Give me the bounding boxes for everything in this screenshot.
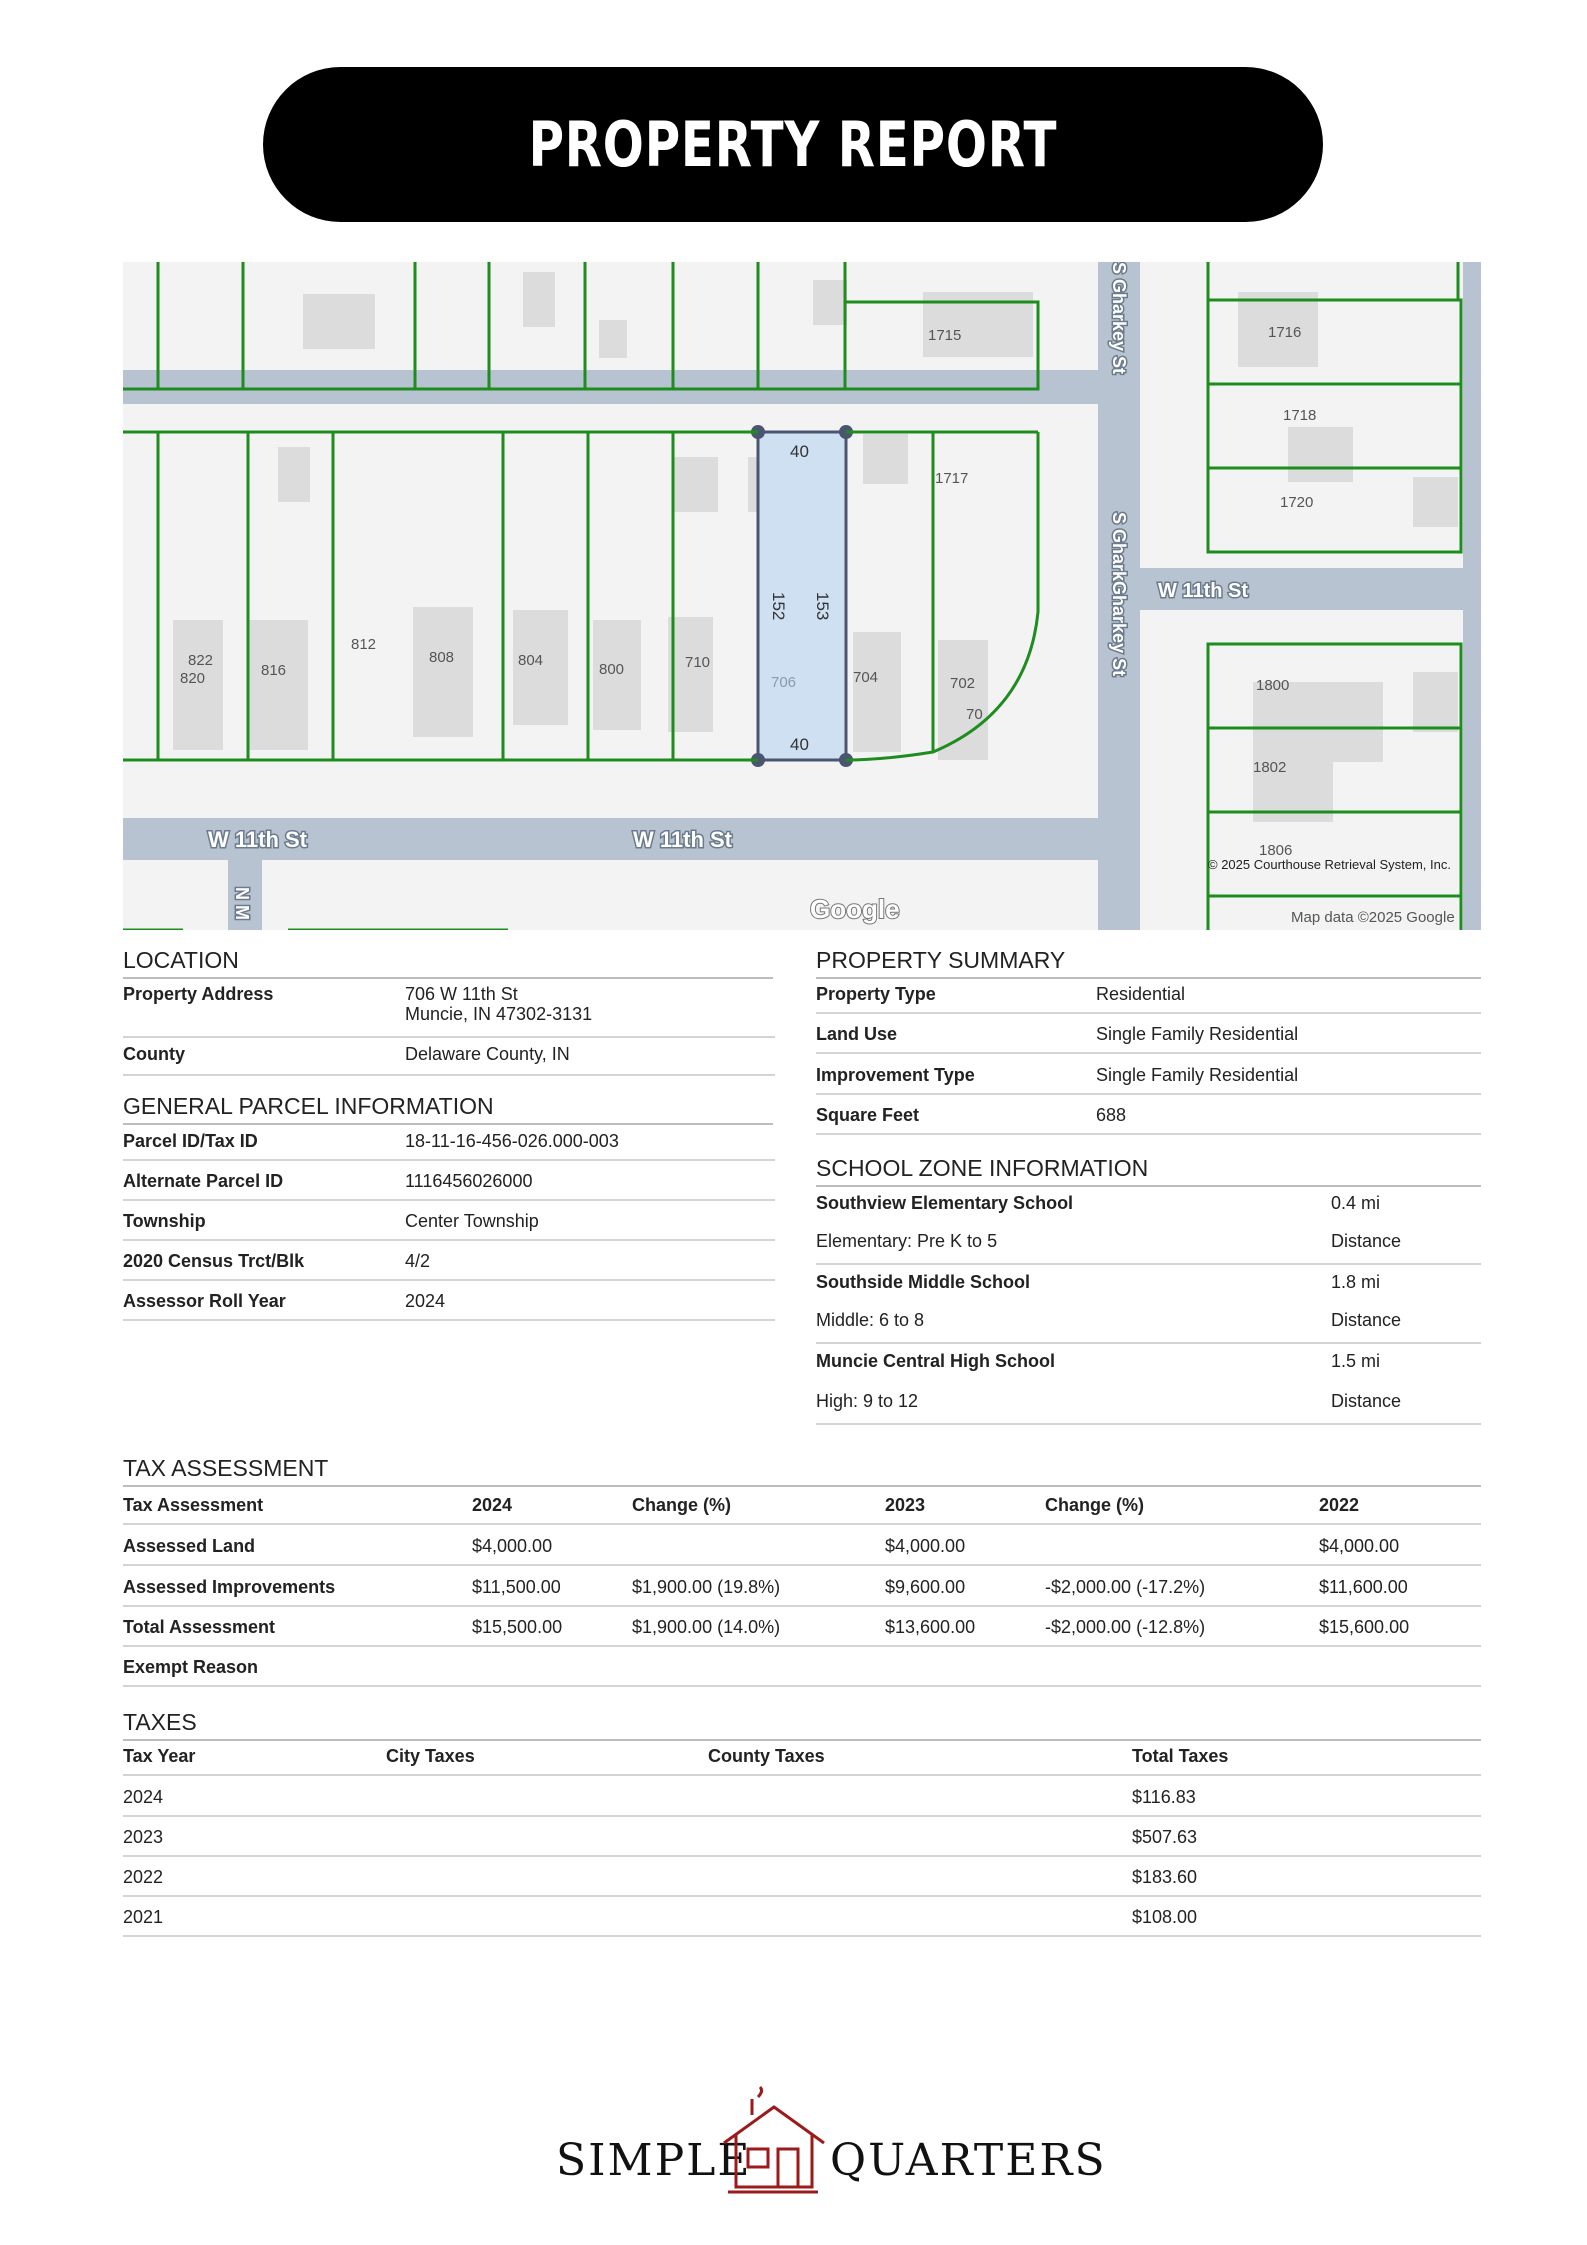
table-cell: -$2,000.00 (-17.2%) [1045, 1577, 1206, 1597]
summary-row [816, 1105, 1481, 1135]
table-cell: $1,900.00 (14.0%) [632, 1617, 781, 1637]
dimension-bottom: 40 [790, 735, 809, 754]
table-header: 2024 [472, 1495, 513, 1515]
parcel-id-value: 18-11-16-456-026.000-003 [405, 1131, 619, 1151]
school-distance-label: Distance [1331, 1310, 1402, 1330]
google-logo: Google [810, 894, 900, 924]
table-row [123, 1536, 1481, 1566]
summary-row [816, 1065, 1481, 1095]
township-value: Center Township [405, 1211, 539, 1231]
table-row [123, 1617, 1481, 1647]
table-cell: $116.83 [1132, 1787, 1196, 1807]
table-row [123, 1907, 1481, 1937]
school-distance-label: Distance [1331, 1231, 1402, 1251]
property-type-value: Residential [1096, 984, 1186, 1004]
table-cell: Assessed Improvements [123, 1577, 336, 1597]
table-cell: $11,500.00 [472, 1577, 561, 1597]
parcel-number: 822 [188, 652, 214, 669]
table-cell: 2021 [123, 1907, 164, 1927]
summary-row [816, 1024, 1481, 1054]
summary-title: PROPERTY SUMMARY [816, 947, 1481, 979]
street-label: N M [232, 887, 252, 920]
parcel-number: 800 [599, 661, 625, 678]
dimension-right: 153 [813, 592, 832, 621]
dimension-top: 40 [790, 442, 809, 461]
taxes-header-row [123, 1746, 1481, 1776]
report-title: PROPERTY REPORT [528, 108, 1058, 181]
table-row [123, 1657, 1481, 1687]
property-address-label: Property Address [123, 984, 274, 1004]
street-label: W 11th St [208, 827, 308, 852]
property-address-line1: 706 W 11th St [405, 984, 518, 1004]
school-name: Muncie Central High School [816, 1351, 1056, 1371]
parcel-number: 816 [261, 662, 287, 679]
tax-assessment-header-row [123, 1495, 1481, 1525]
school-distance: 1.5 mi [1331, 1351, 1381, 1371]
school-distance: 0.4 mi [1331, 1193, 1381, 1213]
table-header: 2023 [885, 1495, 926, 1515]
parcel-number: 1718 [1283, 407, 1317, 424]
table-cell: $1,900.00 (19.8%) [632, 1577, 781, 1597]
street-label: S GharkGharkey St [1109, 512, 1129, 677]
school-distance: 1.8 mi [1331, 1272, 1381, 1292]
county-value: Delaware County, IN [405, 1044, 570, 1064]
table-row [123, 1577, 1481, 1607]
table-cell: $15,500.00 [472, 1617, 563, 1637]
parcel-title: GENERAL PARCEL INFORMATION [123, 1093, 773, 1125]
table-cell: 2023 [123, 1827, 164, 1847]
table-cell: $4,000.00 [472, 1536, 553, 1556]
table-cell: $13,600.00 [885, 1617, 976, 1637]
tax-assessment-title: TAX ASSESSMENT [123, 1455, 1481, 1487]
logo-text-simple: SIMPLE [556, 2135, 752, 2186]
parcel-number: 812 [351, 636, 377, 653]
table-cell: $507.63 [1132, 1827, 1198, 1847]
parcel-row [123, 1131, 775, 1161]
location-title: LOCATION [123, 947, 773, 979]
parcel-row [123, 1291, 775, 1321]
parcel-row [123, 1211, 775, 1241]
parcel-number: 1806 [1259, 842, 1293, 859]
parcel-number: 710 [685, 654, 711, 671]
parcel-number: 808 [429, 649, 455, 666]
county-label: County [123, 1044, 185, 1064]
alternate-parcel-label: Alternate Parcel ID [123, 1171, 284, 1191]
table-header: Change (%) [632, 1495, 731, 1515]
location-row-county [123, 1044, 775, 1076]
school-item [816, 1351, 1481, 1425]
table-row [123, 1787, 1481, 1817]
improvement-type-label: Improvement Type [816, 1065, 975, 1085]
table-header: County Taxes [708, 1746, 825, 1766]
table-cell: 2022 [123, 1867, 164, 1887]
road-east-vert [1463, 262, 1481, 930]
table-header: Tax Year [123, 1746, 196, 1766]
table-header: Tax Assessment [123, 1495, 264, 1515]
property-type-label: Property Type [816, 984, 936, 1004]
table-cell: $108.00 [1132, 1907, 1198, 1927]
table-cell: $183.60 [1132, 1867, 1198, 1887]
parcel-row [123, 1171, 775, 1201]
parcel-number: 1720 [1280, 494, 1314, 511]
roll-year-value: 2024 [405, 1291, 446, 1311]
map-copyright: © 2025 Courthouse Retrieval System, Inc. [1208, 857, 1451, 872]
table-row [123, 1867, 1481, 1897]
summary-row [816, 984, 1481, 1014]
parcel-number: 1716 [1268, 324, 1302, 341]
parcel-number: 1715 [928, 327, 962, 344]
table-cell: -$2,000.00 (-12.8%) [1045, 1617, 1206, 1637]
parcel-number: 1800 [1256, 677, 1290, 694]
report-title-bar [263, 67, 1323, 222]
parcel-number: 1802 [1253, 759, 1287, 776]
house-icon [718, 2085, 830, 2200]
table-row [123, 1827, 1481, 1857]
school-name: Southside Middle School [816, 1272, 1031, 1292]
table-cell: $4,000.00 [885, 1536, 966, 1556]
roll-year-label: Assessor Roll Year [123, 1291, 286, 1311]
taxes-title: TAXES [123, 1709, 1481, 1741]
road-upper [123, 370, 1123, 404]
parcel-map[interactable] [123, 262, 1481, 930]
table-cell: $15,600.00 [1319, 1617, 1410, 1637]
table-header: City Taxes [386, 1746, 475, 1766]
land-use-label: Land Use [816, 1024, 898, 1044]
township-label: Township [123, 1211, 206, 1231]
parcel-number: 1717 [935, 470, 969, 487]
school-title: SCHOOL ZONE INFORMATION [816, 1155, 1481, 1187]
school-name: Southview Elementary School [816, 1193, 1074, 1213]
census-label: 2020 Census Trct/Blk [123, 1251, 305, 1271]
alternate-parcel-value: 1116456026000 [405, 1171, 533, 1191]
parcel-number: 804 [518, 652, 544, 669]
square-feet-value: 688 [1096, 1105, 1127, 1125]
table-header: 2022 [1319, 1495, 1360, 1515]
improvement-type-value: Single Family Residential [1096, 1065, 1299, 1085]
table-cell: Total Assessment [123, 1617, 276, 1637]
table-header: Change (%) [1045, 1495, 1144, 1515]
table-cell: $9,600.00 [885, 1577, 966, 1597]
logo-text-quarters: QUARTERS [830, 2135, 1107, 2186]
parcel-number: 70 [966, 706, 983, 723]
land-use-value: Single Family Residential [1096, 1024, 1299, 1044]
census-value: 4/2 [405, 1251, 431, 1271]
table-cell: $4,000.00 [1319, 1536, 1400, 1556]
parcel-number: 820 [180, 670, 206, 687]
street-label: W 11th St [633, 827, 733, 852]
map-data-credit: Map data ©2025 Google [1291, 909, 1455, 926]
table-cell: $11,600.00 [1319, 1577, 1408, 1597]
table-cell: Assessed Land [123, 1536, 256, 1556]
table-header: Total Taxes [1132, 1746, 1229, 1766]
simple-quarters-logo [540, 2085, 1107, 2205]
parcel-id-label: Parcel ID/Tax ID [123, 1131, 258, 1151]
table-cell: Exempt Reason [123, 1657, 259, 1677]
school-distance-label: Distance [1331, 1391, 1402, 1411]
street-label: W 11th St [1158, 580, 1249, 602]
school-item [816, 1193, 1481, 1265]
square-feet-label: Square Feet [816, 1105, 920, 1125]
location-row-address [123, 984, 775, 1038]
table-cell: 2024 [123, 1787, 164, 1807]
dimension-left: 152 [769, 592, 788, 621]
parcel-row [123, 1251, 775, 1281]
parcel-number: 702 [950, 675, 976, 692]
parcel-number: 704 [853, 669, 879, 686]
school-grades: Elementary: Pre K to 5 [816, 1231, 998, 1251]
school-grades: Middle: 6 to 8 [816, 1310, 925, 1330]
school-item [816, 1272, 1481, 1344]
school-grades: High: 9 to 12 [816, 1391, 919, 1411]
street-label: S Gharkey St [1109, 262, 1129, 375]
property-address-line2: Muncie, IN 47302-3131 [405, 1004, 593, 1024]
parcel-number: 706 [771, 674, 797, 691]
